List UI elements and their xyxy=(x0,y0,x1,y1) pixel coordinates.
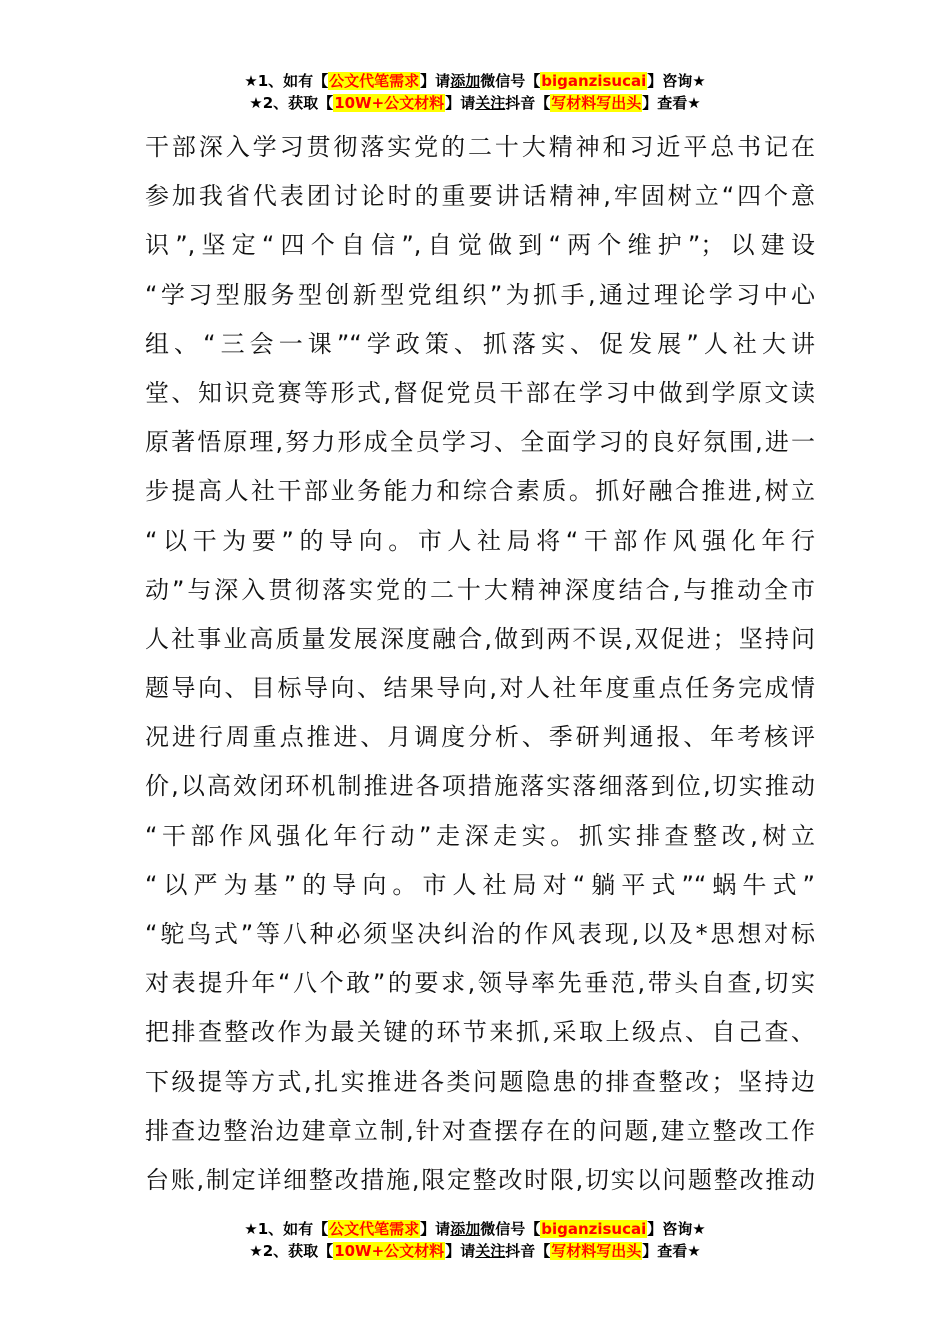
banner-text: 】请 xyxy=(445,1242,476,1260)
banner-text: 】咨询★ xyxy=(647,72,706,90)
body-line: 况进行周重点推进、月调度分析、季研判通报、年考核评 xyxy=(145,723,815,752)
header-banner xyxy=(0,70,950,114)
banner-text: 微信号【 xyxy=(480,1220,541,1238)
body-line: 价,以高效闭环机制推进各项措施落实落细落到位,切实推动 xyxy=(145,772,815,801)
banner-underlined-text: 关注 xyxy=(475,1242,506,1260)
body-line: “干部作风强化年行动”走深走实。抓实排查整改,树立 xyxy=(145,821,815,850)
document-body xyxy=(145,123,815,1205)
header-banner-line-2 xyxy=(0,92,950,114)
body-line: 把排查整改作为最关键的环节来抓,采取上级点、自己查、 xyxy=(145,1018,815,1047)
footer-banner xyxy=(0,1218,950,1262)
body-line: 对表提升年“八个敢”的要求,领导率先垂范,带头自查,切实 xyxy=(145,969,815,998)
banner-text: 抖音【 xyxy=(505,94,551,112)
banner-underlined-text: 关注 xyxy=(475,94,506,112)
body-line: 台账,制定详细整改措施,限定整改时限,切实以问题整改推动 xyxy=(145,1165,815,1194)
banner-highlight-douyin-account: 写材料写出头 xyxy=(551,94,642,112)
banner-text: ★1、如有【 xyxy=(244,72,329,90)
body-line: 原著悟原理,努力形成全员学习、全面学习的良好氛围,进一 xyxy=(145,428,815,457)
body-line: 识”,坚定“四个自信”,自觉做到“两个维护”；以建设 xyxy=(145,231,815,260)
body-line: 堂、知识竞赛等形式,督促党员干部在学习中做到学原文读 xyxy=(145,378,815,407)
body-line: 下级提等方式,扎实推进各类问题隐患的排查整改；坚持边 xyxy=(145,1067,815,1096)
banner-highlight-wechat-id: biganzisucai xyxy=(541,72,647,90)
banner-text: 】请 xyxy=(420,72,451,90)
banner-underlined-text: 添加 xyxy=(450,72,481,90)
body-line: 参加我省代表团讨论时的重要讲话精神,牢固树立“四个意 xyxy=(145,182,815,211)
banner-highlight-wechat-id: biganzisucai xyxy=(541,1220,647,1238)
body-line: 动”与深入贯彻落实党的二十大精神深度结合,与推动全市 xyxy=(145,575,815,604)
banner-highlight-service: 公文代笔需求 xyxy=(329,72,420,90)
footer-banner-line-2 xyxy=(0,1240,950,1262)
banner-text: 】请 xyxy=(420,1220,451,1238)
body-line: 干部深入学习贯彻落实党的二十大精神和习近平总书记在 xyxy=(145,133,815,161)
footer-banner-line-1 xyxy=(0,1218,950,1240)
banner-text: ★2、获取【 xyxy=(249,1242,334,1260)
body-line: 人社事业高质量发展深度融合,做到两不误,双促进；坚持问 xyxy=(145,624,815,653)
banner-text: 】咨询★ xyxy=(647,1220,706,1238)
banner-highlight-douyin-account: 写材料写出头 xyxy=(551,1242,642,1260)
header-banner-line-1 xyxy=(0,70,950,92)
banner-text: ★1、如有【 xyxy=(244,1220,329,1238)
body-line: 排查边整治边建章立制,针对查摆存在的问题,建立整改工作 xyxy=(145,1116,815,1145)
banner-highlight-materials: 10W+公文材料 xyxy=(334,94,445,112)
banner-text: ★2、获取【 xyxy=(249,94,334,112)
banner-text: 】查看★ xyxy=(642,1242,701,1260)
body-line: “以干为要”的导向。市人社局将“干部作风强化年行 xyxy=(145,526,815,555)
body-line: 步提高人社干部业务能力和综合素质。抓好融合推进,树立 xyxy=(145,477,815,506)
banner-text: 】请 xyxy=(445,94,476,112)
banner-text: 】查看★ xyxy=(642,94,701,112)
banner-text: 抖音【 xyxy=(505,1242,551,1260)
banner-underlined-text: 添加 xyxy=(450,1220,481,1238)
body-line: “以严为基”的导向。市人社局对“躺平式”“蜗牛式” xyxy=(145,870,815,899)
banner-highlight-materials: 10W+公文材料 xyxy=(334,1242,445,1260)
body-line: 题导向、目标导向、结果导向,对人社年度重点任务完成情 xyxy=(145,674,815,703)
body-line: “鸵鸟式”等八种必须坚决纠治的作风表现,以及*思想对标 xyxy=(145,920,815,948)
banner-highlight-service: 公文代笔需求 xyxy=(329,1220,420,1238)
banner-text: 微信号【 xyxy=(480,72,541,90)
body-line: 组、“三会一课”“学政策、抓落实、促发展”人社大讲 xyxy=(145,329,815,358)
body-line: “学习型服务型创新型党组织”为抓手,通过理论学习中心 xyxy=(145,280,815,309)
